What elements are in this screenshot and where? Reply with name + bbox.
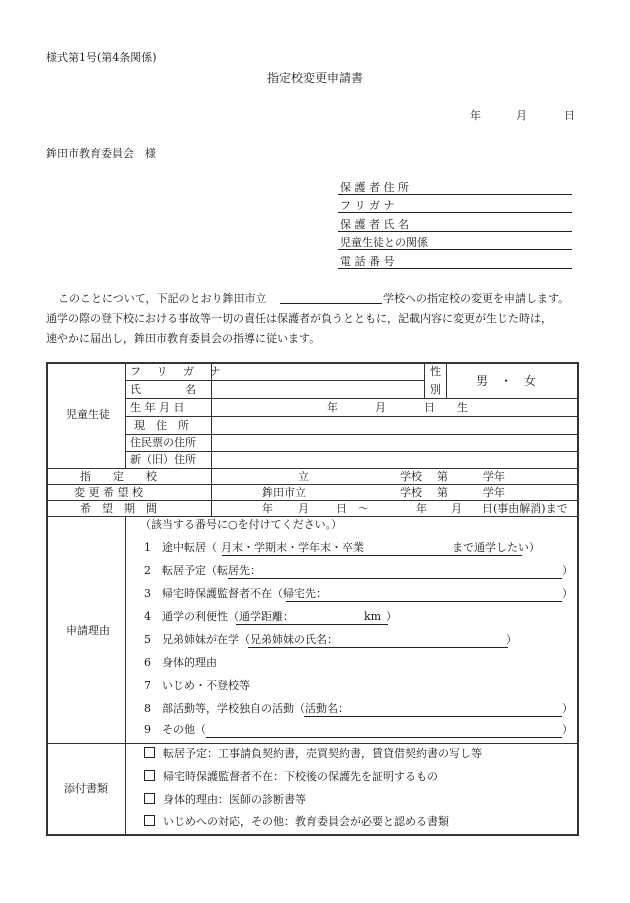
guardian-name-field[interactable] [338, 215, 572, 232]
reason-2[interactable] [144, 564, 261, 578]
attachment-1-text: 転居予定：工事請負契約書，売買契約書，賃貸借契約書の写し等 [163, 747, 482, 760]
student-label: 児童生徒 [66, 408, 110, 421]
intro-line1-b: 学校への指定校の変更を申請します。 [383, 292, 570, 305]
reason-5[interactable] [144, 633, 338, 647]
checkbox-icon[interactable] [144, 815, 155, 826]
reason-4-unit: km [364, 610, 382, 623]
reason-9-text: その他（ [162, 723, 206, 736]
reason-4-num: 4 [144, 610, 151, 623]
guardian-name-label: 保 護 者 氏 名 [340, 218, 409, 231]
birthdate-label: 生 年 月 日 [130, 401, 185, 414]
intro-line3: 速やかに届出し，鉾田市教育委員会の指導に従います。 [46, 332, 321, 345]
guardian-furigana-label: フ リ ガ ナ [340, 199, 395, 212]
reason-3-tail: ） [562, 587, 573, 600]
reason-1-detail: 月末・学期末・学年末・卒業 [221, 541, 364, 554]
table-border-right [577, 362, 579, 836]
desired-grade-prefix: 第 [437, 486, 448, 499]
reason-2-detail: 転居先： [217, 564, 261, 577]
reason-8[interactable] [144, 702, 349, 716]
period-day2: 日(事由解消)まで [482, 502, 568, 515]
period-label: 希 望 期 間 [80, 502, 157, 515]
reason-8-detail: 活動名： [305, 702, 349, 715]
reason-9-tail: ） [562, 723, 573, 736]
reason-5-num: 5 [144, 633, 151, 646]
row-line-desired [46, 500, 578, 501]
student-name-label: 氏 名 [130, 383, 196, 396]
checkbox-icon[interactable] [144, 793, 155, 804]
intro-line2: 通学の際の登下校における事故等一切の責任は保護者が負うとともに，記載内容に変更が生じた時は， [46, 312, 552, 325]
phone-label: 電 話 番 号 [340, 255, 395, 268]
lower-divider [125, 516, 126, 836]
table-border-left [46, 362, 48, 836]
phone-field[interactable] [338, 252, 572, 269]
birth-day: 日 [424, 401, 435, 414]
relation-field[interactable] [338, 233, 572, 250]
date-year-label: 年 [470, 109, 481, 122]
student-divider [125, 362, 126, 468]
checkbox-icon[interactable] [144, 747, 155, 758]
addressee: 鉾田市教育委員会 様 [46, 147, 156, 160]
reason-5-tail: ） [506, 633, 517, 646]
reason-4-text: 通学の利便性（ [162, 610, 239, 623]
relation-label: 児童生徒との関係 [340, 236, 428, 249]
reason-4-detail: 通学距離： [239, 610, 294, 623]
gender-divider-left [424, 362, 425, 398]
reason-4-underline[interactable] [236, 624, 388, 625]
reason-9-underline[interactable] [206, 737, 562, 738]
reason-4-tail: ） [386, 610, 397, 623]
row-line-student-end [46, 468, 578, 469]
period-year2: 年 [416, 502, 427, 515]
designated-ritsu: 立 [298, 470, 309, 483]
birth-month: 月 [375, 401, 386, 414]
reason-1[interactable] [144, 541, 364, 555]
gender-label-1: 性 [430, 365, 441, 378]
attachment-1[interactable] [144, 747, 482, 761]
date-day-label: 日 [564, 109, 575, 122]
reason-1-underline [222, 555, 522, 556]
reason-4[interactable] [144, 610, 294, 624]
attachments-label: 添付書類 [64, 782, 108, 795]
student-name-input[interactable] [212, 381, 423, 397]
desired-city: 鉾田市立 [262, 486, 306, 499]
desired-school-label: 変 更 希 望 校 [74, 486, 143, 499]
intro-line1-a: このことについて，下記のとおり鉾田市立 [58, 292, 267, 305]
period-day1: 日 〜 [336, 502, 369, 515]
period-month1: 月 [298, 502, 309, 515]
row-line-registered [125, 451, 577, 452]
student-furigana-input[interactable] [212, 363, 423, 379]
reason-3-text: 帰宅時保護監督者不在（ [162, 587, 283, 600]
reason-instruction: （該当する番号に○を付けてください。） [140, 518, 343, 531]
reason-6[interactable] [144, 656, 217, 670]
period-month2: 月 [451, 502, 462, 515]
attachment-3[interactable] [144, 793, 306, 807]
reason-1-tail: まで通学したい） [452, 541, 540, 554]
reason-2-tail: ） [562, 564, 573, 577]
gender-label-2: 別 [430, 383, 441, 396]
reason-7-num: 7 [144, 679, 151, 692]
student-furigana-label: フ リ ガ ナ [130, 365, 227, 378]
reason-2-num: 2 [144, 564, 151, 577]
reason-5-text: 兄弟姉妹が在学（ [162, 633, 250, 646]
desired-grade: 学年 [483, 486, 505, 499]
reason-8-num: 8 [144, 702, 151, 715]
designated-grade-prefix: 第 [437, 470, 448, 483]
school-name-blank[interactable] [280, 303, 382, 304]
gender-options[interactable]: 男 ・ 女 [476, 374, 537, 388]
guardian-address-label: 保 護 者 住 所 [340, 181, 409, 194]
reason-3-num: 3 [144, 587, 151, 600]
reason-label: 申請理由 [66, 624, 110, 637]
attachment-3-text: 身体的理由：医師の診断書等 [163, 793, 306, 806]
gender-divider-right [446, 362, 447, 398]
row-line-birth [125, 416, 577, 417]
guardian-address-field[interactable] [338, 178, 572, 195]
designated-school-label: 指 定 校 [80, 470, 157, 483]
row-line-designated [46, 484, 578, 485]
attachment-2[interactable] [144, 770, 438, 784]
reason-1-num: 1 [144, 541, 151, 554]
reason-6-num: 6 [144, 656, 151, 669]
designated-grade: 学年 [483, 470, 505, 483]
reason-3-detail: 帰宅先： [283, 587, 327, 600]
attachment-2-text: 帰宅時保護監督者不在：下校後の保護先を証明するもの [163, 770, 438, 783]
current-address-label: 現 住 所 [134, 419, 189, 432]
designated-school-suffix: 学校 [400, 470, 422, 483]
reason-3-underline[interactable] [286, 601, 562, 602]
reason-9[interactable] [144, 723, 206, 737]
reason-2-underline[interactable] [228, 578, 562, 579]
reason-1-text: 途中転居（ [162, 541, 217, 554]
reason-8-text: 部活動等，学校独自の活動（ [162, 702, 305, 715]
row-line-current [125, 434, 577, 435]
attachment-4-text: いじめへの対応，その他：教育委員会が必要と認める書類 [163, 815, 449, 828]
reason-8-tail: ） [562, 702, 573, 715]
reason-8-underline[interactable] [304, 716, 562, 717]
attachment-4[interactable] [144, 815, 449, 829]
new-old-address-label: 新（旧）住所 [130, 453, 196, 466]
reason-9-num: 9 [144, 723, 151, 736]
checkbox-icon[interactable] [144, 770, 155, 781]
reason-3[interactable] [144, 587, 327, 601]
reason-7[interactable] [144, 679, 250, 693]
form-number: 様式第1号(第4条関係) [46, 51, 157, 64]
birth-year: 年 [327, 401, 338, 414]
reason-6-text: 身体的理由 [162, 656, 217, 669]
period-year1: 年 [262, 502, 273, 515]
date-month-label: 月 [516, 109, 527, 122]
row-line-name [125, 398, 577, 399]
reason-5-detail: 兄弟姉妹の氏名： [250, 633, 338, 646]
reason-5-underline[interactable] [248, 647, 508, 648]
document-title: 指定校変更申請書 [266, 71, 363, 85]
desired-school-suffix: 学校 [400, 486, 422, 499]
reason-2-text: 転居予定（ [162, 564, 217, 577]
guardian-furigana-field[interactable] [338, 196, 572, 213]
reason-7-text: いじめ・不登校等 [162, 679, 250, 692]
registered-address-label: 住民票の住所 [130, 436, 196, 449]
birth-suffix: 生 [457, 401, 468, 414]
